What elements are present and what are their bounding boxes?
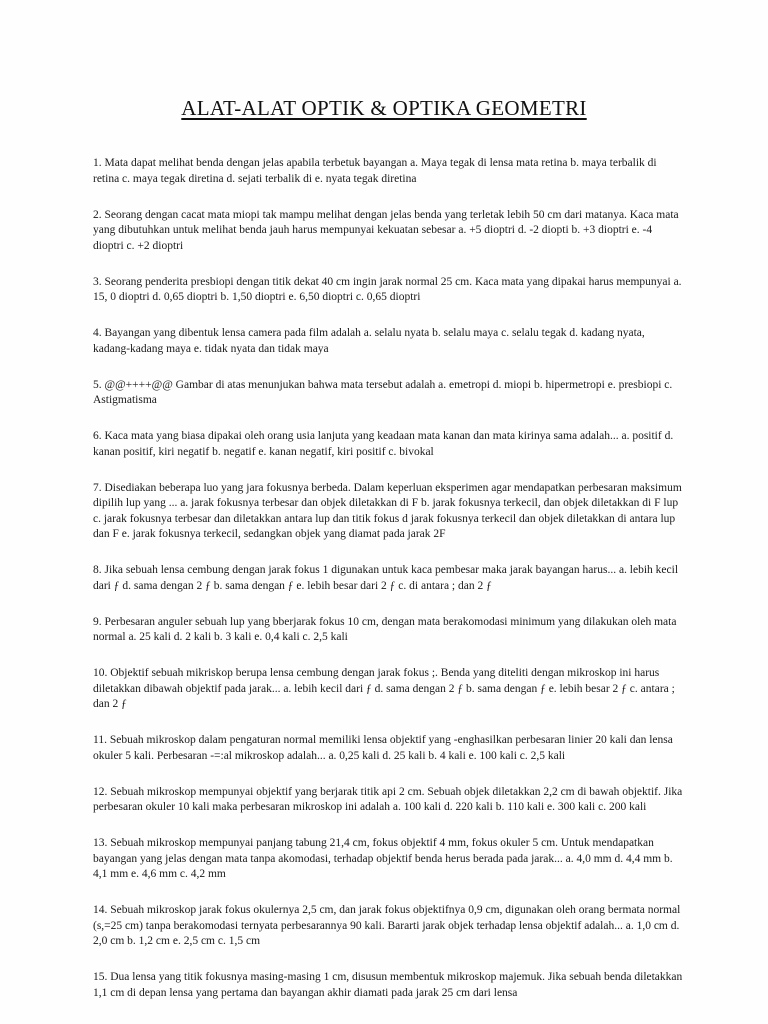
question-item: 10. Objektif sebuah mikriskop berupa lensa cembung dengan jarak fokus ;. Benda yang diteliti dengan mikroskop ini harus diletakkan dibawah objektif pada jarak... a. lebih kecil dari ƒ d. sama dengan 2 ƒ b. sama dengan ƒ e. lebih besar 2 ƒ c. antara ; dan 2 ƒ — [93, 667, 675, 710]
question-item: 14. Sebuah mikroskop jarak fokus okulernya 2,5 cm, dan jarak fokus objektifnya 0,9 cm, digunakan oleh orang bermata normal (s,=25 cm) tanpa berakomodasi ternyata perbesarannya 90 kali. Bararti jarak objek terhadap lensa objektif adalah... a. 1,0 cm d. 2,0 cm b. 1,2 cm e. 2,5 cm c. 1,5 cm — [93, 904, 681, 947]
question-item: 8. Jika sebuah lensa cembung dengan jarak fokus 1 digunakan untuk kaca pembesar maka jarak bayangan harus... a. lebih kecil dari ƒ d. sama dengan 2 ƒ b. sama dengan ƒ e. lebih besar dari 2 ƒ c. di antara ; dan 2 ƒ — [93, 564, 679, 592]
question-list — [93, 156, 683, 1022]
question-item: 7. Disediakan beberapa luo yang jara fokusnya berbeda. Dalam keperluan eksperimen agar mendapatkan perbesaran maksimum dipilih lup yang ... a. jarak fokusnya terbesar dan objek diletakkan di F b. jarak fokusnya terkecil, dan objek diletakkan di F lup c. jarak fokusnya terbesar dan diletakkan antara lup dan titik fokus d jarak fokusnya terkecil dan objek diletakkan di antara lup dan F e. jarak fokusnya terkecil, sedangkan objek yang diamat pada jarak 2F — [93, 481, 682, 540]
question-item: 2. Seorang dengan cacat mata miopi tak mampu melihat dengan jelas benda yang terletak lebih 50 cm dari matanya. Kaca mata yang dibutuhkan untuk melihat benda jauh harus mempunyai kekuatan sebesar a. +5 dioptri d. -2 diopti b. +3 dioptri e. -4 dioptri c. +2 dioptri — [93, 208, 679, 252]
question-item: 4. Bayangan yang dibentuk lensa camera pada film adalah a. selalu nyata b. selalu maya c. selalu tegak d. kadang nyata, kadang-kadang maya e. tidak nyata dan tidak maya — [93, 327, 645, 355]
question-item: 15. Dua lensa yang titik fokusnya masing-masing 1 cm, disusun membentuk mikroskop majemuk. Jika sebuah benda diletakkan 1,1 cm di depan lensa yang pertama dan bayangan akhir diamati pada jarak 25 cm dari lensa — [93, 971, 683, 999]
question-item: 9. Perbesaran anguler sebuah lup yang bberjarak fokus 10 cm, dengan mata berakomodasi minimum yang dilakukan oleh mata normal a. 25 kali d. 2 kali b. 3 kali e. 0,4 kali c. 2,5 kali — [93, 615, 677, 643]
question-item: 11. Sebuah mikroskop dalam pengaturan normal memiliki lensa objektif yang -enghasilkan perbesaran linier 20 kali dan lensa okuler 5 kali. Perbesaran -=:al mikroskop adalah... a. 0,25 kali d. 25 kali b. 4 kali e. 100 kali c. 2,5 kali — [93, 734, 673, 762]
question-item: 5. @@++++@@ Gambar di atas menunjukan bahwa mata tersebut adalah a. emetropi d. miopi b. hipermetropi e. presbiopi c. Astigmatisma — [93, 378, 673, 406]
question-item: 13. Sebuah mikroskop mempunyai panjang tabung 21,4 cm, fokus objektif 4 mm, fokus okuler 5 cm. Untuk mendapatkan bayangan yang jelas dengan mata tanpa akomodasi, terhadap objektif benda herus berada pada jarak... a. 4,0 mm d. 4,4 mm b. 4,1 mm e. 4,6 mm c. 4,2 mm — [93, 837, 673, 880]
document-title: ALAT-ALAT OPTIK & OPTIKA GEOMETRI — [181, 96, 587, 120]
question-item: 1. Mata dapat melihat benda dengan jelas apabila terbetuk bayangan a. Maya tegak di lensa mata retina b. maya terbalik di retina c. maya tegak diretina d. sejati terbalik di e. nyata tegak diretina — [93, 157, 657, 185]
question-item: 12. Sebuah mikroskop mempunyai objektif yang berjarak titik api 2 cm. Sebuah objek diletakkan 2,2 cm di bawah objektif. Jika perbesaran okuler 10 kali maka perbesaran mikroskop ini adalah a. 100 kali d. 220 kali b. 110 kali e. 300 kali c. 200 kali — [93, 785, 683, 813]
question-item: 3. Seorang penderita presbiopi dengan titik dekat 40 cm ingin jarak normal 25 cm. Kaca mata yang dipakai harus mempunyai a. 15, 0 dioptri d. 0,65 dioptri b. 1,50 dioptri e. 6,50 dioptri c. 0,65 dioptri — [93, 275, 682, 303]
question-item: 6. Kaca mata yang biasa dipakai oleh orang usia lanjuta yang keadaan mata kanan dan mata kirinya sama adalah... a. positif d. kanan positif, kiri negatif b. negatif e. kanan negatif, kiri positif c. bivokal — [93, 430, 674, 458]
